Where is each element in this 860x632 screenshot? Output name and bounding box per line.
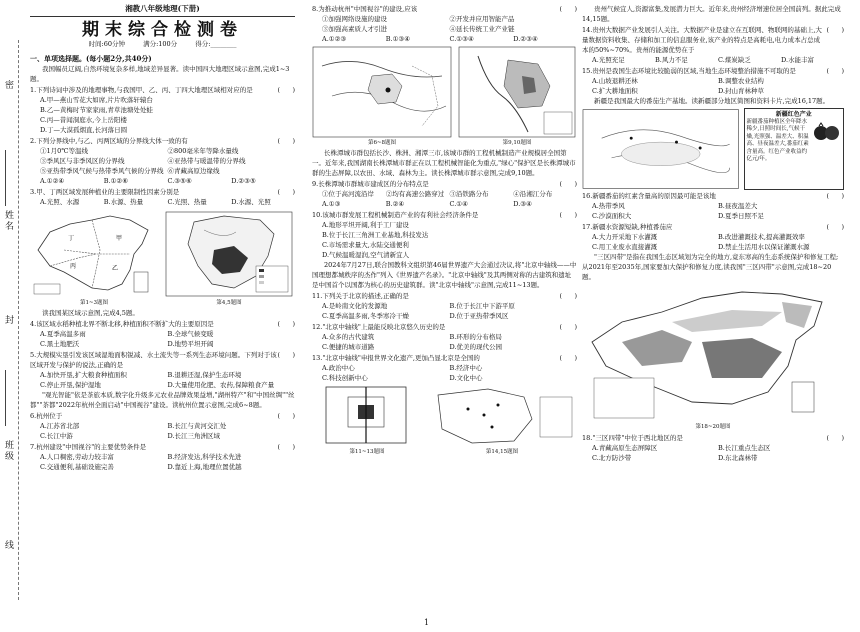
q4-stem: 4.该区域水稻种植北界不断北移,种植面积不断扩大的主要原因是 xyxy=(30,320,214,328)
q5-option: B.退耕还湿,保护生态环境 xyxy=(167,371,242,379)
intro-3: "观光智能"依是茶旅本质,数字化升级多元农业品牌效果益增,"湖州特产"和"中国丝绸""丝都""茶都"2022年杭州全面启动"中国视谷"建设。读杭州位置示意图,完成6~8题。 xyxy=(30,391,295,409)
svg-text:丙: 丙 xyxy=(70,263,77,270)
q4-option: C.黑土地肥沃 xyxy=(40,340,80,348)
figure-row-3 xyxy=(312,385,577,457)
q6-option: B.长江与黄河交汇处 xyxy=(167,422,227,430)
figure-region-45 xyxy=(164,210,294,308)
q8-choice: A.①②③ xyxy=(322,35,347,43)
q15-answer-paren: ( ) xyxy=(826,67,844,75)
q7-option: D.靠近上海,地理位置优越 xyxy=(167,463,242,471)
q18-option: C.北方防沙带 xyxy=(592,454,632,462)
q12-option: D.优美的现代公园 xyxy=(449,343,503,351)
q2-choice: A.①②④ xyxy=(40,177,65,185)
q18-stem: 18."三区四带"中位于西北地区的是 xyxy=(582,434,683,442)
svg-text:乙: 乙 xyxy=(112,265,119,272)
figure-caption-14-15: 第14,15题图 xyxy=(485,449,519,455)
q12-option: C.便捷的城市道路 xyxy=(322,343,375,351)
q10-answer-paren: ( ) xyxy=(559,211,577,219)
three-zones-map xyxy=(582,282,844,422)
q2-item: ①1月0℃等温线 xyxy=(40,147,89,155)
q9-item: ②均有高速公路穿过 xyxy=(385,190,445,198)
q17-option: C.用工业废水直接灌溉 xyxy=(592,243,658,251)
q11-option: A.是岭南文化的发源地 xyxy=(322,302,388,310)
q9-item: ③沿铁路分布 xyxy=(449,190,489,198)
question-6 xyxy=(30,411,295,441)
q16-option: A.热带季风 xyxy=(592,202,625,210)
intro-5: 2024年7月27日,联合国教科文组织第46届世界遗产大会通过决议,将"北京中轴线——中国理想都城秩序的杰作"列入《世界遗产名录》。"北京中轴线"及其两侧对称的古建筑和遗址是中国首个以国都为核心的历史建筑群。读"北京中轴线"示意图,完成11~13题。 xyxy=(312,261,577,289)
q14-answer-paren: ( ) xyxy=(826,26,844,34)
figure-row-4 xyxy=(582,108,844,190)
q15-option: D.封山育林种草 xyxy=(718,87,765,95)
q2-choice: B.①②⑥ xyxy=(103,177,129,185)
q5-option: A.加快开垦,扩大粮食种植面积 xyxy=(40,371,127,379)
figure-caption-4-5: 第4,5题图 xyxy=(216,300,242,306)
changzhutan-map xyxy=(458,46,576,138)
question-2 xyxy=(30,136,295,186)
q12-stem: 12."北京中轴线"上最能反映北京悠久历史的是 xyxy=(312,323,446,331)
q11-stem: 11.下列关于北京的描述,正确的是 xyxy=(312,292,409,300)
binding-dense-label: 密 xyxy=(3,80,13,91)
time-limit: 时间:60分钟 xyxy=(88,40,125,48)
q4-option: D.地势平坦开阔 xyxy=(167,340,214,348)
figure-beijing-axis xyxy=(312,385,422,457)
question-9 xyxy=(312,179,577,209)
q3-option: D.水源、光照 xyxy=(231,198,271,206)
q8-stem: 8.为推动杭州"中国视谷"的建设,应该 xyxy=(312,5,418,13)
q2-choice: C.③⑤⑥ xyxy=(167,177,192,185)
q13-stem: 13."北京中轴线"申报世界文化遗产,更加凸显北京是全国的 xyxy=(312,354,480,362)
q17-answer-paren: ( ) xyxy=(826,223,844,231)
q12-option: A.众多的古代建筑 xyxy=(322,333,375,341)
q8-choice: D.②③④ xyxy=(513,35,538,43)
question-8 xyxy=(312,4,577,44)
q6-option: A.江苏省北部 xyxy=(40,422,80,430)
q15-option: B.调整农业结构 xyxy=(718,77,764,85)
column-left xyxy=(30,0,295,632)
q17-option: D.禁止生活用水以保证灌溉水源 xyxy=(718,243,810,251)
intro-7: "三区四带"是指在我国生态区域划为完全的地方,竟东寒高的生态系统保护和修复工程;从2021年至2035年,国家要加大保护和修复力度,读我国"三区四带"示意图,完成18~20题。 xyxy=(582,253,839,281)
figure-caption-6-8: 第6~8题图 xyxy=(367,140,397,146)
question-7 xyxy=(30,442,295,472)
q2-stem: 2.下列分界线中,与乙、丙两区域的分界线大体一致的有 xyxy=(30,137,188,145)
q17-stem: 17.新疆水资源短缺,种植番茄应 xyxy=(582,223,673,231)
q4-option: B.全球气候变暖 xyxy=(167,330,214,338)
q1-option: D.丁—大漠孤烟直,长河落日圆 xyxy=(40,126,128,134)
name-write-line xyxy=(5,150,6,206)
svg-text:丁: 丁 xyxy=(68,235,75,242)
binding-line-label: 线 xyxy=(3,540,13,551)
question-12 xyxy=(312,322,577,352)
beijing-axis-map xyxy=(312,385,422,447)
q8-item: ②开发并应用智能产品 xyxy=(449,15,515,23)
q6-answer-paren: ( ) xyxy=(277,412,295,420)
q14-option: D.水能丰富 xyxy=(781,56,815,64)
question-5 xyxy=(30,350,295,390)
q2-item: ⑤亚热带季风气候与热带季风气候的分界线 xyxy=(40,167,164,175)
q11-option: D.位于亚热带季风区 xyxy=(449,312,509,320)
q7-option: B.经济发达,科学技术先进 xyxy=(167,453,242,461)
question-11 xyxy=(312,291,577,321)
q14-option: B.风力不足 xyxy=(655,56,688,64)
score-blank: 得分:________ xyxy=(195,40,237,48)
q10-option: B.位于长江三角洲工业基地,科技发达 xyxy=(322,231,429,239)
q10-option: C.市场需求量大,水陆交通便利 xyxy=(322,241,409,249)
china-regions-map xyxy=(30,210,158,298)
q13-answer-paren: ( ) xyxy=(559,354,577,362)
question-17 xyxy=(582,222,844,252)
q1-stem: 1.下列诗词中涉及的地理事物,与我国甲、乙、丙、丁四大地理区域相对应的是 xyxy=(30,86,253,94)
figure-changzhutan xyxy=(458,46,576,148)
hangzhou-map xyxy=(312,46,452,138)
q6-option: D.长江三角洲区域 xyxy=(167,432,221,440)
q8-choice: C.①③④ xyxy=(449,35,474,43)
intro-4: 长株潭城市群包括长沙、株洲、湘潭三市,该城市群的工程机械制造产业规模居全国第一。近年来,我国湖南长株潭城市群正在以工程机械智能化为重点,"绿心"保护区是长株潭城市群的生态屏障,以农田、水域、森林为主。读长株潭城市群示意图,完成9,10题。 xyxy=(312,149,576,177)
q8-item: ③加强高素质人才引进 xyxy=(322,25,387,33)
q13-option: B.经济中心 xyxy=(449,364,483,372)
question-10 xyxy=(312,210,577,260)
q9-choice: C.①④ xyxy=(449,200,468,208)
q17-option: A.大力开采地下水灌溉 xyxy=(592,233,658,241)
q5-answer-paren: ( ) xyxy=(277,351,295,359)
figure-caption-18-20: 第18~20题图 xyxy=(695,424,731,430)
q10-option: A.地形平坦开阔,利于工厂建设 xyxy=(322,221,409,229)
q16-option: D.夏季日照不足 xyxy=(718,212,765,220)
q2-item: ④亚热带与暖温带的分界线 xyxy=(167,157,246,165)
q3-answer-paren: ( ) xyxy=(277,188,295,196)
q13-option: A.政治中心 xyxy=(322,364,355,372)
q12-answer-paren: ( ) xyxy=(559,323,577,331)
q16-option: C.沙漠面积大 xyxy=(592,212,632,220)
intro-6: 新疆是我国最大的番茄生产基地。读新疆部分地区简图和资料卡片,完成16,17题。 xyxy=(594,97,830,105)
q12-option: B.环形的分布格局 xyxy=(449,333,502,341)
svg-text:甲: 甲 xyxy=(116,235,123,242)
q2-answer-paren: ( ) xyxy=(277,137,295,145)
q11-answer-paren: ( ) xyxy=(559,292,577,300)
column-middle xyxy=(312,0,577,632)
q3-option: C.光照、热量 xyxy=(167,198,207,206)
q9-answer-paren: ( ) xyxy=(559,180,577,188)
q1-option: A.甲—燕山雪花大如席,片片吹落轩辕台 xyxy=(40,96,153,104)
q9-stem: 9.长株潭城市群城市建成区的分布特点是 xyxy=(312,180,429,188)
q7-option: A.人口稠密,劳动力较丰富 xyxy=(40,453,114,461)
q6-option: C.长江中游 xyxy=(40,432,73,440)
card-title: 新疆红色产业 xyxy=(775,111,812,118)
q16-stem: 16.新疆番茄的红素含量高的原因最可能是该地 xyxy=(582,192,716,200)
question-3 xyxy=(30,187,295,207)
guizhou-map xyxy=(428,385,576,447)
binding-margin xyxy=(0,40,26,620)
q4-option: A.夏季高温多雨 xyxy=(40,330,86,338)
q14-option: A.光照充足 xyxy=(592,56,625,64)
q8-item: ④延长传统工业产业链 xyxy=(449,25,515,33)
q7-option: C.交通便利,基础设施完善 xyxy=(40,463,114,471)
q2-item: ②800毫米年等降水量线 xyxy=(167,147,239,155)
question-14 xyxy=(582,25,844,65)
q5-option: D.大量使用化肥、农药,保障粮食产量 xyxy=(167,381,275,389)
q1-answer-paren: ( ) xyxy=(277,86,295,94)
binding-dash-line xyxy=(18,40,19,600)
q15-option: C.扩大耕地面积 xyxy=(592,87,638,95)
figure-row-2 xyxy=(312,46,577,148)
column-right xyxy=(582,0,844,632)
q6-stem: 6.杭州位于 xyxy=(30,412,63,420)
q18-answer-paren: ( ) xyxy=(826,434,844,442)
q3-stem: 3.甲、丁两区域发展种植业的主要限制性因素分别是 xyxy=(30,188,180,196)
q5-stem: 5.大规模实垦引发该区域湿地面积锐减、水土流失等一系列生态环境问题。下列对于该区域开发与保护的说法,正确的是 xyxy=(30,351,277,369)
q5-option: C.停止开垦,保护湿地 xyxy=(40,381,101,389)
figure-caption-1-3: 第1~3题图 xyxy=(79,300,109,306)
q11-option: B.位于长江中下游平原 xyxy=(449,302,515,310)
q13-option: D.文化中心 xyxy=(449,374,483,382)
figure-caption-9-10: 第9,10题图 xyxy=(502,140,532,146)
class-write-line xyxy=(5,370,6,426)
question-16 xyxy=(582,191,844,221)
q10-option: D.气候温暖湿润,空气清新宜人 xyxy=(322,251,410,259)
q14-stem: 14.贵州大数据产业发展引人关注。大数据产业是建立在互联网、物联网的基础上,大量数据资料收集、存储和加工的信息服务业,该产业的特点是高耗电,电力成本占总成本的50%~70%。贵州的能源优势在于 xyxy=(582,26,822,54)
q10-stem: 10.该城市群发展工程机械制造产业的有利社会经济条件是 xyxy=(312,211,479,219)
q14-option: C.煤炭缺乏 xyxy=(718,56,751,64)
q2-item: ③季风区与非季风区的分界线 xyxy=(40,157,125,165)
figure-three-zones xyxy=(582,282,844,432)
question-4 xyxy=(30,319,295,349)
full-score: 满分:100分 xyxy=(143,40,178,48)
q9-choice: B.②④ xyxy=(385,200,405,208)
intro-6a: 贵州气候宜人,资源富集,发展潜力巨大。近年来,贵州经济增速位居全国前列。据此完成14,15题。 xyxy=(582,5,841,23)
book-header: 湘教八年级地理(下册) xyxy=(30,4,295,17)
q3-option: A.光照、水源 xyxy=(40,198,80,206)
q15-option: A.山坡退耕还林 xyxy=(592,77,638,85)
q9-choice: A.①③ xyxy=(322,200,341,208)
q18-option: B.长江重点生态区 xyxy=(718,444,771,452)
q9-item: ①位于高河流沿岸 xyxy=(322,190,374,198)
q3-option: B.水源、热量 xyxy=(103,198,144,206)
q9-choice: D.③④ xyxy=(513,200,532,208)
binding-name-label: 姓名 xyxy=(3,210,13,232)
figure-caption-11-13: 第11~13题图 xyxy=(349,449,385,455)
q16-answer-paren: ( ) xyxy=(826,192,844,200)
figure-hangzhou xyxy=(312,46,452,148)
exam-title: 期末综合检测卷 xyxy=(82,20,243,40)
q7-answer-paren: ( ) xyxy=(277,443,295,451)
figure-china-regions xyxy=(30,210,158,308)
binding-seal-label: 封 xyxy=(3,315,13,326)
tomato-icon xyxy=(811,119,841,143)
q9-item: ④沿湘江分布 xyxy=(513,190,553,198)
q1-option: C.丙—昔闻洞庭水,今上岳阳楼 xyxy=(40,116,127,124)
q13-option: C.科技创新中心 xyxy=(322,374,368,382)
question-18 xyxy=(582,433,844,463)
q18-option: D.东北森林带 xyxy=(718,454,758,462)
q15-stem: 15.贵州是我国生态环境比较脆弱的区域,当地生态环境整治措施不可取的是 xyxy=(582,67,796,75)
binding-class-label: 班级 xyxy=(3,440,13,462)
intro-2: 读我国某区域示意图,完成4,5题。 xyxy=(42,309,139,317)
figure-guizhou xyxy=(428,385,576,457)
question-15 xyxy=(582,66,844,96)
q8-answer-paren: ( ) xyxy=(559,5,577,13)
q7-stem: 7.杭州建设"中国视谷"的主要优势条件是 xyxy=(30,443,147,451)
intro-1: 我国幅员辽阔,自然环境复杂多样,地域差异显著。读中国四大地理区域示意图,完成1~3题。 xyxy=(30,65,290,83)
exam-meta xyxy=(30,39,295,49)
q8-choice: B.①③④ xyxy=(385,35,411,43)
xinjiang-map xyxy=(582,108,740,190)
q4-answer-paren: ( ) xyxy=(277,320,295,328)
q2-choice: D.②③⑤ xyxy=(231,177,256,185)
section-title: 一、单项选择题。(每小题2分,共40分) xyxy=(30,54,152,63)
figure-row-1 xyxy=(30,210,295,308)
question-1 xyxy=(30,85,295,135)
question-13 xyxy=(312,353,577,383)
q2-item: ⑥青藏高原边缘线 xyxy=(167,167,220,175)
page-number: 1 xyxy=(424,618,430,627)
q16-option: B.昼夜温差大 xyxy=(718,202,758,210)
q17-option: B.改进灌溉技术,提高灌溉效率 xyxy=(718,233,805,241)
q8-item: ①加强网络设施的建设 xyxy=(322,15,387,23)
q11-option: C.夏季高温多雨,冬季寒冷干燥 xyxy=(322,312,409,320)
q1-option: B.乙—黄梅时节家家雨,青草池塘处处蛙 xyxy=(40,106,153,114)
q18-option: A.青藏高原生态屏障区 xyxy=(592,444,658,452)
northeast-map xyxy=(164,210,294,298)
card-text: 新疆番茄种植区全年降水稀少,日照时间长,气候干燥,光照强、温差大、积温高、昼夜温差大,番茄红素含量高。红色产业收益约亿元/年。 xyxy=(746,118,809,162)
red-industry-card xyxy=(744,108,845,190)
